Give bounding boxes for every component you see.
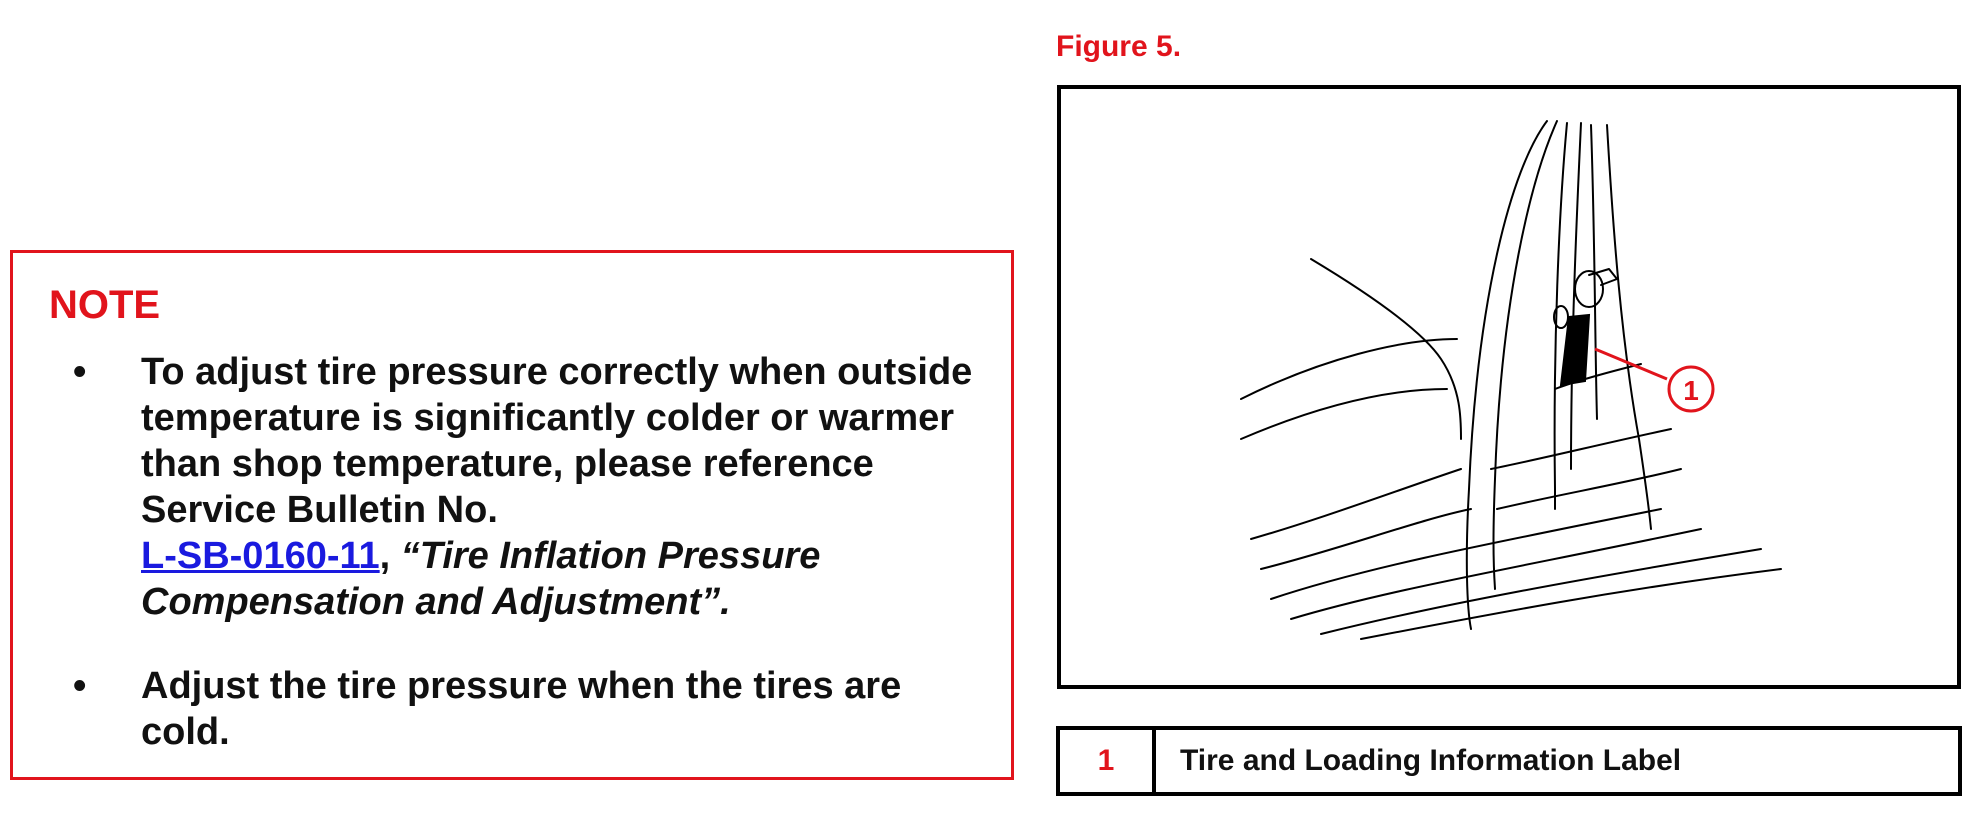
pillar-outer-line (1467, 121, 1547, 629)
lower-plate-mid (1497, 469, 1681, 509)
pillar-line-6 (1607, 125, 1651, 529)
bullet-icon: • (73, 351, 87, 393)
note-separator: , (379, 535, 401, 577)
seat-cushion-line (1241, 389, 1447, 439)
sill-line-2 (1261, 509, 1471, 569)
figure-frame (1057, 85, 1961, 689)
service-bulletin-link[interactable]: L-SB-0160-11 (141, 535, 380, 577)
legend-number: 1 (1060, 730, 1156, 792)
striker-bolt (1575, 271, 1603, 307)
figure-label: Figure 5. (1056, 30, 1182, 63)
note-item-text: Adjust the tire pressure when the tires are cold. (141, 665, 902, 753)
note-item-temperature (73, 349, 973, 625)
legend-table (1056, 726, 1962, 796)
note-title: NOTE (49, 283, 161, 327)
legend-description: Tire and Loading Information Label (1180, 744, 1682, 777)
bullet-icon: • (73, 665, 87, 707)
callout-number: 1 (1683, 375, 1699, 406)
seat-back-line (1311, 259, 1461, 439)
sill-line-1 (1251, 469, 1461, 539)
callout-leader (1595, 349, 1667, 379)
note-item-text: To adjust tire pressure correctly when outside temperature is significantly colder or warmer than shop temperature, please reference Service Bulletin No. (141, 351, 973, 531)
note-box (10, 250, 1014, 780)
pillar-line-2 (1494, 121, 1558, 589)
note-list (73, 349, 973, 793)
lower-plate-top (1491, 429, 1671, 469)
sill-line-6 (1361, 569, 1781, 639)
pillar-line-3 (1555, 123, 1567, 509)
note-item-cold-tires (73, 663, 973, 755)
bulletin-title: “Tire Inflation Pressure Compensation and Adjustment”. (141, 535, 821, 623)
door-jamb-illustration (1061, 89, 1957, 685)
